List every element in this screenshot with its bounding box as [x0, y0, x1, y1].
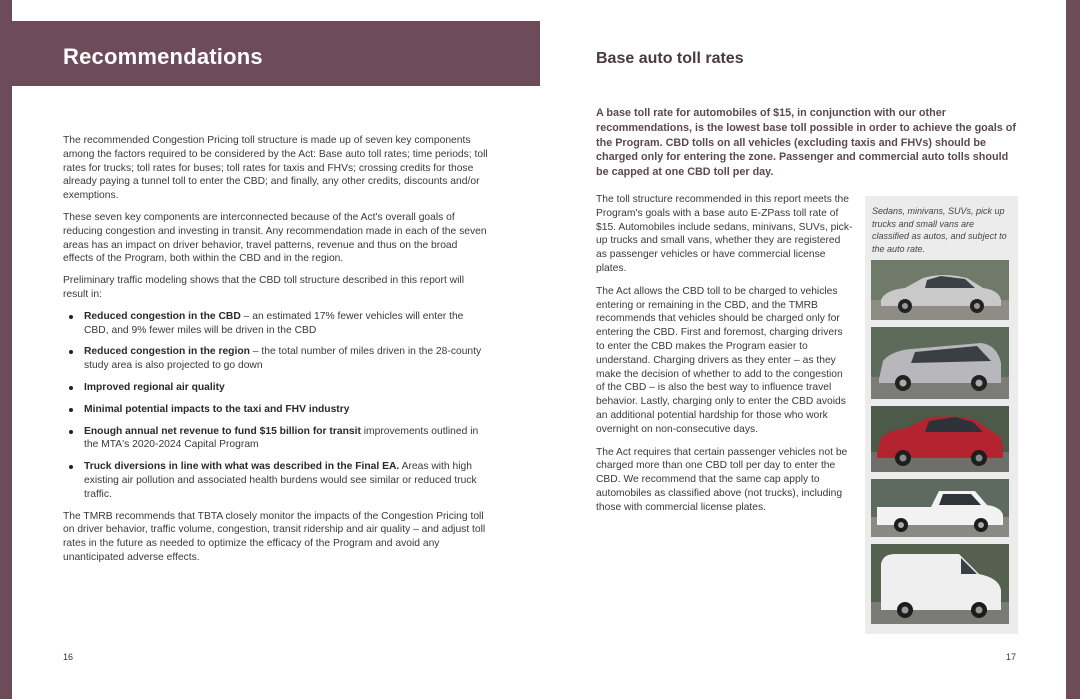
- bullet-heading: Enough annual net revenue to fund $15 billion for transit: [84, 425, 361, 437]
- paragraph: The toll structure recommended in this report meets the Program's goals with a base auto E-ZPass toll rate of $15. Automobiles include sedans, minivans, SUVs, pick-up trucks and small vans, whether they are registered as passenger vehicles or have commercial license plates.: [596, 194, 853, 274]
- paragraph: The Act requires that certain passenger vehicles not be charged more than one CBD toll per day to enter the CBD. We recommend that the same cap apply to automobiles as classified above (not trucks), including those with commercial license plates.: [596, 446, 848, 513]
- bullet-heading: Reduced congestion in the CBD: [84, 310, 241, 322]
- paragraph: Preliminary traffic modeling shows that the CBD toll structure described in this report will result in:: [63, 275, 464, 300]
- list-item: [63, 381, 488, 395]
- left-page: [12, 0, 540, 699]
- section-title: Base auto toll rates: [596, 50, 744, 67]
- list-item: [63, 310, 488, 338]
- recommendations-banner: [12, 21, 540, 86]
- paragraph: These seven key components are interconnected because of the Act's overall goals of reducing congestion and investing in transit. Any recommendation made in each of the seven areas has an impact on driver behavior, travel patterns, revenue and thus on the broad effects of the Program, both within the CBD and in the region.: [63, 211, 487, 265]
- left-body-text: [63, 134, 488, 573]
- page-number: 16: [63, 652, 74, 662]
- bullet-text: improvements outlined in the MTA's 2020-2024 Capital Program: [84, 425, 479, 451]
- bullet-text: – the total number of miles driven in the 28-county study area is also projected to go down: [84, 346, 482, 372]
- paragraph: The TMRB recommends that TBTA closely monitor the impacts of the Congestion Pricing toll on driver behavior, traffic volume, congestion, transit ridership and air quality – and adjust toll rates in the future as needed to optimize the efficacy of the Program and avoid any unanticipated adverse effects.: [63, 510, 486, 563]
- bullet-heading: Truck diversions in line with what was described in the Final EA.: [84, 461, 400, 473]
- bullet-heading: Improved regional air quality: [84, 381, 225, 393]
- minivan-photo: [871, 327, 1009, 399]
- paragraph: The Act allows the CBD toll to be charged to vehicles entering or remaining in the CBD, and the TMRB recommends that vehicles should be charged only for entering the CBD. First and foremost, charging drivers to enter the CBD makes the Program easier to understand. Charging drivers as they enter – as they make the decision of whether to add to the congestion of the CBD – is also the best way to influence travel behavior. Lastly, charging only to enter the CBD avoids an additional potential hardship for those who work overnight on non-consecutive days.: [596, 285, 846, 435]
- results-list: [63, 310, 488, 502]
- sidebar-caption: Sedans, minivans, SUVs, pick up trucks and small vans are classified as autos, and subject to the auto rate.: [872, 206, 1007, 254]
- list-item: [63, 425, 488, 453]
- suv-photo: [871, 406, 1009, 472]
- right-body-text: [596, 193, 854, 524]
- van-photo: [871, 544, 1009, 624]
- right-page: [540, 0, 1066, 699]
- paragraph: The recommended Congestion Pricing toll structure is made up of seven key components among the factors required to be considered by the Act: Base auto toll rates; time periods; toll rates for trucks; toll rates for buses; toll rates for taxis and FHVs; crossing credits for those already paying a tunnel toll to enter the CBD; and finally, any other credits, discounts and/or exemptions.: [63, 135, 488, 202]
- bullet-heading: Reduced congestion in the region: [84, 346, 250, 358]
- bullet-heading: Minimal potential impacts to the taxi and FHV industry: [84, 403, 350, 415]
- bullet-text: Areas with high existing air pollution and associated health burdens would see similar or reduced truck traffic.: [84, 461, 477, 500]
- list-item: [63, 460, 488, 501]
- bullet-text: – an estimated 17% fewer vehicles will enter the CBD, and 9% fewer miles will be driven in the CBD: [84, 310, 464, 336]
- sedan-photo: [871, 260, 1009, 320]
- list-item: [63, 403, 488, 417]
- page-title: Recommendations: [63, 44, 263, 69]
- pickup-truck-photo: [871, 479, 1009, 537]
- vehicle-sidebar: [865, 196, 1018, 634]
- page-number: 17: [1005, 652, 1016, 662]
- lead-paragraph: A base toll rate for automobiles of $15, in conjunction with our other recommendations, is the lowest base toll possible in order to achieve the goals of the Program. CBD tolls on all vehicles (excluding taxis and FHVs) should be charged only for entering the zone. Passenger and commercial auto tolls should be capped at one CBD toll per day.: [596, 107, 1016, 179]
- list-item: [63, 345, 488, 373]
